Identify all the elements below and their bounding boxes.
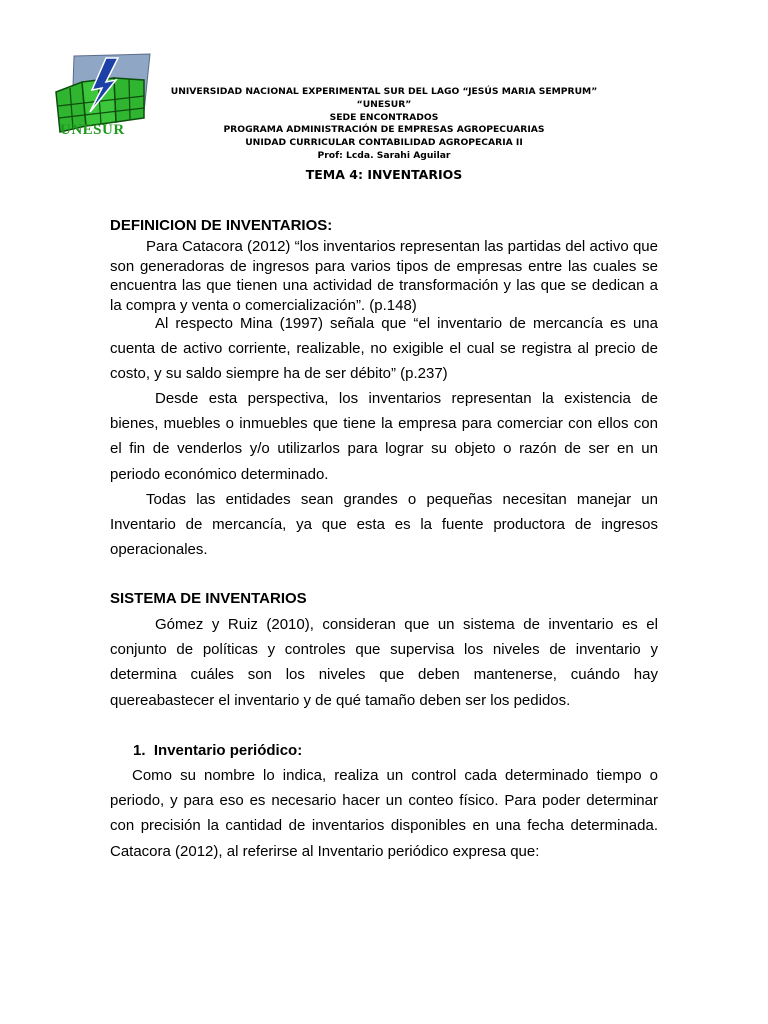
sistema-paragraph — [110, 612, 658, 713]
logo-text: UNESUR — [60, 122, 125, 138]
definicion-paragraph-4 — [110, 487, 658, 563]
paragraph: Para Catacora (2012) “los inventarios representan las partidas del activo que son generadoras de ingresos para varios tipos de empresas entre las cuales se encuentra las que tienen una actividad de transformación y las que se dedican a la compra y venta o comercialización”. (p.148) — [110, 238, 658, 314]
definicion-paragraph-3 — [110, 386, 658, 487]
section-heading: Inventario periódico: — [153, 742, 303, 759]
definicion-section — [110, 215, 658, 315]
header-line: UNIVERSIDAD NACIONAL EXPERIMENTAL SUR DEL LAGO “JESÚS MARIA SEMPRUM” “UNESUR” — [170, 86, 598, 110]
periodico-paragraph — [110, 763, 658, 864]
definicion-paragraph-2 — [110, 311, 658, 387]
header-line: PROGRAMA ADMINISTRACIÓN DE EMPRESAS AGROPECUARIAS — [223, 124, 545, 136]
paragraph: Todas las entidades sean grandes o pequeñas necesitan manejar un Inventario de mercancía, ya que esta es la fuente productora de ingresos operacionales. — [110, 491, 658, 559]
sistema-section — [110, 588, 658, 610]
section-heading: DEFINICION DE INVENTARIOS: — [110, 217, 333, 234]
paragraph: Desde esta perspectiva, los inventarios representan la existencia de bienes, muebles o inmuebles que tiene la empresa para comerciar con ellos con el fin de venderlos y/o utilizarlos para lograr su objeto o razón de ser en un periodo económico determinado. — [110, 390, 658, 483]
paragraph: Gómez y Ruiz (2010), consideran que un sistema de inventario es el conjunto de políticas y controles que supervisa los niveles de inventario y determina cuáles son los niveles que deben mantenerse, cuándo hay quereabastecer el inventario y de qué tamaño deben ser los pedidos. — [110, 616, 658, 709]
document-title: TEMA 4: INVENTARIOS — [305, 167, 463, 182]
list-number: 1. — [133, 742, 146, 759]
university-header — [150, 86, 618, 163]
header-line: SEDE ENCONTRADOS — [329, 111, 439, 123]
header-line: UNIDAD CURRICULAR CONTABILIDAD AGROPECARIA II — [245, 137, 523, 149]
periodico-heading — [133, 740, 533, 762]
paragraph: Como su nombre lo indica, realiza un control cada determinado tiempo o periodo, y para eso es necesario hacer un conteo físico. Para poder determinar con precisión la cantidad de inventarios disponibles en una fecha determinada. Catacora (2012), al referirse al Inventario periódico expresa que: — [110, 767, 658, 860]
section-heading: SISTEMA DE INVENTARIOS — [110, 590, 307, 607]
paragraph: Al respecto Mina (1997) señala que “el inventario de mercancía es una cuenta de activo corriente, realizable, no exigible el cual se registra al precio de costo, y su saldo siempre ha de ser débito” (p.237) — [110, 315, 658, 383]
header-line: Prof: Lcda. Sarahi Aguilar — [317, 149, 451, 161]
